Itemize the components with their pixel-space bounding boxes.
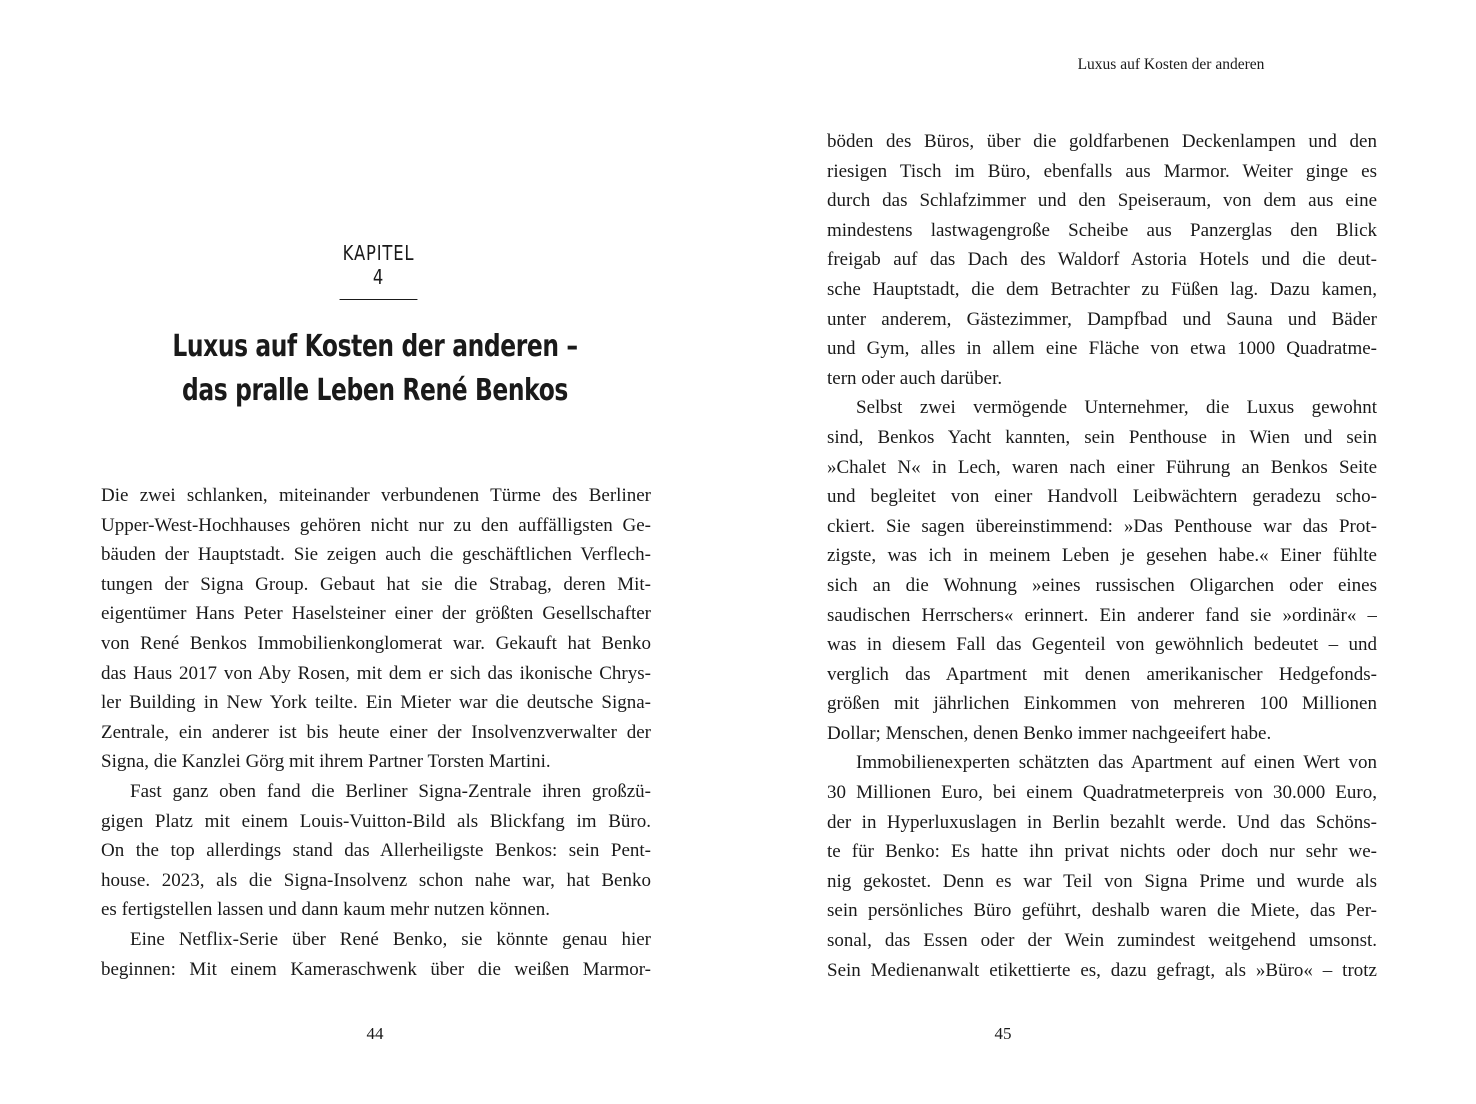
text-line: Signa, die Kanzlei Görg mit ihrem Partner Torsten Martini. [101, 751, 551, 773]
text-line: verglich das Apartment mit denen amerikanischer Hedgefonds- [827, 663, 1377, 685]
text-line: Selbst zwei vermögende Unternehmer, die Luxus gewohnt [856, 397, 1377, 419]
text-line: Upper-West-Hochhauses gehören nicht nur zu den auffälligsten Ge- [101, 514, 651, 536]
text-line: Zentrale, ein anderer ist bis heute einer der Insolvenzverwalter der [101, 721, 651, 743]
text-line: »Chalet N« in Lech, waren nach einer Führung an Benkos Seite [827, 456, 1377, 478]
right-page [738, 0, 1476, 1104]
text-line: größen mit jährlichen Einkommen von mehreren 100 Millionen [827, 693, 1377, 715]
running-head: Luxus auf Kosten der anderen [1077, 56, 1265, 73]
right-body-text [827, 127, 1377, 985]
chapter-label: KAPITEL 4 [340, 241, 418, 300]
text-line: durch das Schlafzimmer und den Speiseraum, von dem aus eine [827, 190, 1377, 212]
text-line: und Gym, alles in allem eine Fläche von etwa 1000 Quadratme- [827, 338, 1377, 360]
text-line: Fast ganz oben fand die Berliner Signa-Zentrale ihren großzü- [130, 780, 651, 802]
text-line: saudischen Herrschers« erinnert. Ein anderer fand sie »ordinär« – [827, 604, 1377, 626]
text-line: Eine Netflix-Serie über René Benko, sie könnte genau hier [130, 928, 651, 950]
chapter-title-line: das pralle Leben René Benkos [182, 373, 568, 408]
text-line: Immobilienexperten schätzten das Apartment auf einen Wert von [856, 752, 1377, 774]
chapter-title-line: Luxus auf Kosten der anderen – [172, 329, 578, 364]
text-line: house. 2023, als die Signa-Insolvenz schon nahe war, hat Benko [101, 869, 651, 891]
text-line: von René Benkos Immobilienkonglomerat war. Gekauft hat Benko [101, 632, 651, 654]
text-line: das Haus 2017 von Aby Rosen, mit dem er sich das ikonische Chrys- [101, 662, 651, 684]
text-line: freigab auf das Dach des Waldorf Astoria Hotels und die deut- [827, 249, 1377, 271]
page-number-right-value: 45 [994, 1024, 1012, 1043]
text-line: unter anderem, Gästezimmer, Dampfbad und Sauna und Bäder [827, 308, 1377, 330]
text-line: gigen Platz mit einem Louis-Vuitton-Bild als Blickfang im Büro. [101, 810, 651, 832]
text-line: der in Hyperluxuslagen in Berlin bezahlt werde. Und das Schöns- [827, 811, 1377, 833]
text-line: tern oder auch darüber. [827, 367, 1003, 389]
text-line: Die zwei schlanken, miteinander verbundenen Türme des Berliner [101, 485, 651, 506]
text-line: Dollar; Menschen, denen Benko immer nachgeeifert habe. [827, 722, 1272, 744]
text-line: ler Building in New York teilte. Ein Mieter war die deutsche Signa- [101, 692, 651, 714]
text-line: was in diesem Fall das Gegenteil von gewöhnlich bedeutet – und [827, 634, 1377, 656]
text-line: 30 Millionen Euro, bei einem Quadratmeterpreis von 30.000 Euro, [827, 782, 1377, 804]
text-line: beginnen: Mit einem Kameraschwenk über die weißen Marmor- [101, 958, 651, 980]
text-line: zigste, was ich in meinem Leben je gesehen habe.« Einer fühlte [827, 545, 1377, 567]
text-line: böden des Büros, über die goldfarbenen Deckenlampen und den [827, 131, 1377, 152]
text-line: tungen der Signa Group. Gebaut hat sie die Strabag, deren Mit- [101, 573, 651, 595]
text-line: Sein Medienanwalt etikettierte es, dazu gefragt, als »Büro« – trotz [827, 959, 1377, 981]
text-line: te für Benko: Es hatte ihn privat nichts oder doch nur sehr we- [827, 841, 1377, 863]
text-line: sein persönliches Büro geführt, deshalb waren die Miete, das Per- [827, 900, 1377, 922]
text-line: sich an die Wohnung »eines russischen Oligarchen oder eines [827, 574, 1377, 596]
text-line: mindestens lastwagengroße Scheibe aus Panzerglas den Blick [827, 219, 1377, 241]
text-line: nig gekostet. Denn es war Teil von Signa Prime und wurde als [827, 870, 1377, 892]
chapter-title [161, 325, 590, 413]
text-line: es fertigstellen lassen und dann kaum mehr nutzen können. [101, 899, 551, 921]
text-line: und begleitet von einer Handvoll Leibwächtern geradezu scho- [827, 486, 1377, 508]
page-number-left: 44 [366, 1024, 384, 1043]
left-body-text [101, 481, 651, 984]
text-line: On the top allerdings stand das Allerheiligste Benkos: sein Pent- [101, 840, 651, 862]
text-line: sche Hauptstadt, die dem Betrachter zu Füßen lag. Dazu kamen, [827, 278, 1377, 300]
text-line: bäuden der Hauptstadt. Sie zeigen auch die geschäftlichen Verflech- [101, 544, 651, 566]
text-line: sind, Benkos Yacht kannten, sein Penthouse in Wien und sein [827, 426, 1377, 448]
page-number-right [738, 1024, 1476, 1044]
text-line: riesigen Tisch im Büro, ebenfalls aus Marmor. Weiter ginge es [827, 160, 1377, 182]
text-line: eigentümer Hans Peter Haselsteiner einer der größten Gesellschafter [101, 603, 651, 625]
text-line: sonal, das Essen oder der Wein zumindest weitgehend umsonst. [827, 930, 1377, 952]
text-line: ckiert. Sie sagen übereinstimmend: »Das Penthouse war das Prot- [827, 515, 1377, 537]
